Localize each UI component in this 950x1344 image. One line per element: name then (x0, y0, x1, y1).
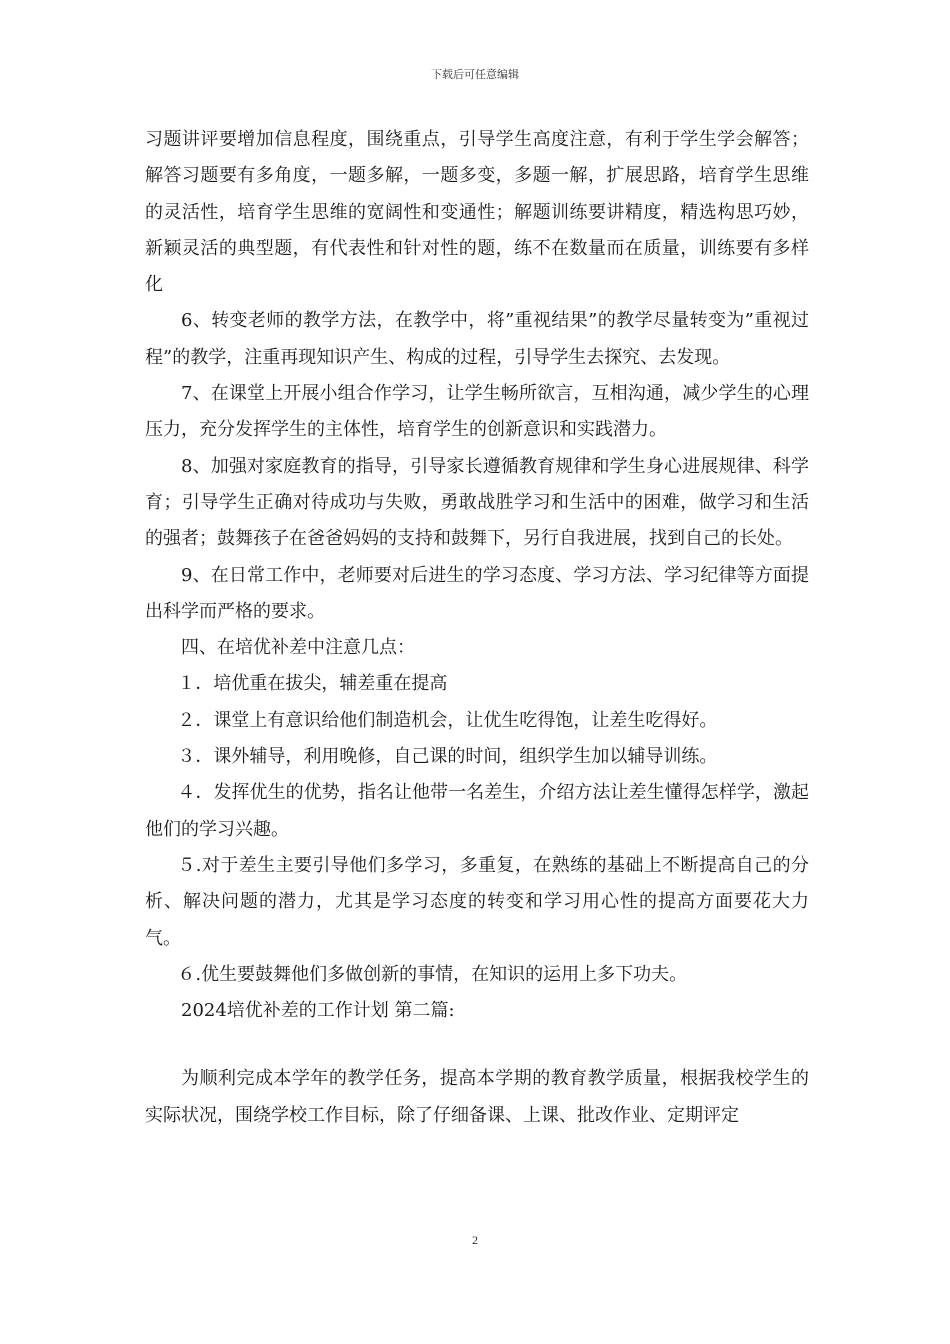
list-item-2: ２．课堂上有意识给他们制造机会，让优生吃得饱，让差生吃得好。 (177, 709, 718, 731)
blank-line (145, 1029, 809, 1061)
paragraph-5: 9、在日常工作中，老师要对后进生的学习态度、学习方法、学习纪律等方面提出科学而严格的要求。 (145, 564, 809, 622)
second-part-title: 2024培优补差的工作计划 第二篇: (181, 1000, 455, 1022)
document-body (145, 122, 809, 1134)
paragraph-intro: 为顺利完成本学年的教学任务，提高本学期的教育教学质量，根据我校学生的实际状况，围绕学校工作目标，除了仔细备课、上课、批改作业、定期评定 (145, 1068, 809, 1126)
list-item-3: ３．课外辅导，利用晚修，自己课的时间，组织学生加以辅导训练。 (177, 746, 718, 768)
section-heading: 四、在培优补差中注意几点： (181, 637, 415, 659)
paragraph-1: 习题讲评要增加信息程度，围绕重点，引导学生高度注意，有利于学生学会解答；解答习题要有多角度，一题多解，一题多变，多题一解，扩展思路，培育学生思维的灵活性，培育学生思维的宽阔性和变通性；解题训练要讲精度，精选构思巧妙，新颖灵活的典型题，有代表性和针对性的题，练不在数量而在质量，训练要有多样化 (145, 129, 809, 296)
paragraph-3: 7、在课堂上开展小组合作学习，让学生畅所欲言，互相沟通，减少学生的心理压力，充分发挥学生的主体性，培育学生的创新意识和实践潜力。 (145, 383, 809, 441)
list-item-5: ５.对于差生主要引导他们多学习，多重复，在熟练的基础上不断提高自己的分析、解决问题的潜力，尤其是学习态度的转变和学习用心性的提高方面要花大力气。 (145, 854, 809, 949)
list-item-1: １．培优重在拔尖，辅差重在提高 (177, 673, 448, 695)
list-item-6: ６.优生要鼓舞他们多做创新的事情，在知识的运用上多下功夫。 (177, 963, 688, 985)
page-number: 2 (472, 1233, 478, 1247)
list-item-4: ４．发挥优生的优势，指名让他带一名差生，介绍方法让差生懂得怎样学，激起他们的学习兴趣。 (145, 782, 809, 840)
paragraph-2: 6、转变老师的教学方法，在教学中，将”重视结果”的教学尽量转变为”重视过程”的教学，注重再现知识产生、构成的过程，引导学生去探究、去发现。 (145, 310, 809, 368)
page-header: 下载后可任意编辑 (431, 68, 519, 81)
paragraph-4: 8、加强对家庭教育的指导，引导家长遵循教育规律和学生身心进展规律、科学育；引导学生正确对待成功与失败，勇敢战胜学习和生活中的困难，做学习和生活的强者；鼓舞孩子在爸爸妈妈的支持和鼓舞下，另行自我进展，找到自己的长处。 (145, 455, 809, 550)
